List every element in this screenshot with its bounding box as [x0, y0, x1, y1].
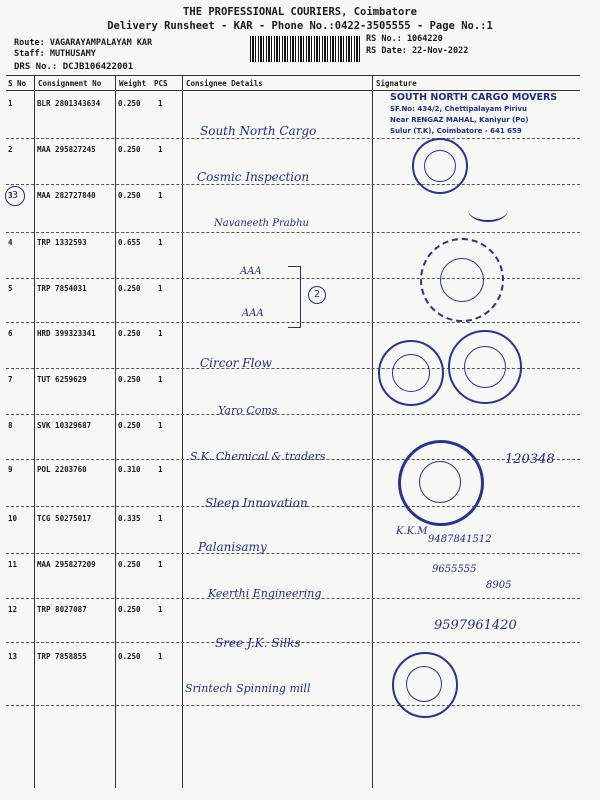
cell-weight: 0.250 — [118, 284, 141, 293]
cell-consignment: MAA 295827245 — [37, 145, 96, 154]
row-divider — [6, 414, 580, 415]
cell-consignment: TRP 1332593 — [37, 238, 87, 247]
stamp-address-line: Sulur (T.K), Coimbatore - 641 659 — [390, 127, 522, 135]
handwritten-phone-extra: 8905 — [486, 580, 512, 591]
cell-sno: 3 — [8, 191, 13, 200]
row-divider — [6, 138, 580, 139]
cell-weight: 0.250 — [118, 99, 141, 108]
handwritten-consignee: Sree J.K. Silks — [215, 636, 301, 650]
cell-consignment: TRP 7858855 — [37, 652, 87, 661]
cell-pcs: 1 — [158, 99, 163, 108]
cell-weight: 0.250 — [118, 421, 141, 430]
cell-weight: 0.250 — [118, 605, 141, 614]
table-top-border — [6, 75, 580, 76]
cell-pcs: 1 — [158, 375, 163, 384]
col-pcs: PCS — [154, 79, 168, 88]
cell-sno: 2 — [8, 145, 13, 154]
handwritten-phone: 9597961420 — [434, 618, 517, 633]
handwritten-consignee: S.K. Chemical & traders — [190, 450, 326, 463]
round-seal — [378, 340, 444, 406]
stamp-company-name: SOUTH NORTH CARGO MOVERS — [390, 92, 558, 103]
cell-consignment: SVK 10329687 — [37, 421, 92, 430]
cell-weight: 0.250 — [118, 652, 141, 661]
col-divider — [34, 76, 35, 788]
round-seal — [392, 652, 458, 718]
cell-weight: 0.655 — [118, 238, 141, 247]
round-seal — [448, 330, 522, 404]
cell-sno: 1 — [8, 99, 13, 108]
cell-weight: 0.250 — [118, 191, 141, 200]
round-seal — [412, 138, 468, 194]
handwritten-phone: 120348 — [505, 452, 555, 467]
cell-consignment: MAA 295827209 — [37, 560, 96, 569]
col-divider — [115, 76, 116, 788]
cell-consignment: TCG 50275017 — [37, 514, 92, 523]
cell-consignment: BLR 2801343634 — [37, 99, 101, 108]
handwritten-phone: 9487841512 — [428, 534, 492, 545]
handwritten-consignee: Keerthi Engineering — [208, 587, 322, 600]
cell-sno: 10 — [8, 514, 18, 523]
bracket-mark — [288, 266, 301, 328]
col-consignment: Consignment No — [38, 79, 102, 88]
margin-circled-number: 3 — [5, 186, 25, 206]
cell-consignment: POL 2203760 — [37, 465, 87, 474]
cell-sno: 6 — [8, 329, 13, 338]
cell-pcs: 1 — [158, 191, 163, 200]
cell-sno: 13 — [8, 652, 18, 661]
barcode — [250, 36, 360, 62]
col-signature: Signature — [376, 79, 417, 88]
table-header-border — [6, 90, 580, 91]
drs-number: DRS No.: DCJB106422001 — [14, 62, 134, 72]
cell-weight: 0.335 — [118, 514, 141, 523]
col-divider — [372, 76, 373, 788]
handwritten-phone: 9655555 — [432, 564, 477, 575]
cell-sno: 9 — [8, 465, 13, 474]
company-title: THE PROFESSIONAL COURIERS, Coimbatore — [183, 6, 417, 18]
cell-weight: 0.310 — [118, 465, 141, 474]
cell-weight: 0.250 — [118, 329, 141, 338]
cell-sno: 8 — [8, 421, 13, 430]
route-label: Route: VAGARAYAMPALAYAM KAR — [14, 38, 153, 48]
col-sno: S No — [8, 79, 27, 88]
table-header — [6, 78, 580, 90]
round-seal — [398, 440, 484, 526]
runsheet-title: Delivery Runsheet - KAR - Phone No.:0422-3505555 - Page No.:1 — [107, 20, 493, 32]
cell-pcs: 1 — [158, 560, 163, 569]
cell-pcs: 1 — [158, 145, 163, 154]
cell-pcs: 1 — [158, 605, 163, 614]
col-consignee: Consignee Details — [186, 79, 263, 88]
stamp-address-line: Near RENGAZ MAHAL, Kaniyur (Po) — [390, 116, 529, 124]
stamp-address-line: SF.No: 434/2, Chettipalayam Pirivu — [390, 105, 528, 113]
cell-consignment: HRD 399323341 — [37, 329, 96, 338]
cell-sno: 5 — [8, 284, 13, 293]
cell-weight: 0.250 — [118, 145, 141, 154]
handwritten-consignee: Palanisamy — [198, 540, 267, 554]
handwritten-consignee: AAA — [242, 308, 264, 319]
cell-pcs: 1 — [158, 465, 163, 474]
signature-scribble — [468, 198, 508, 222]
col-divider — [182, 76, 183, 788]
handwritten-consignee: Srintech Spinning mill — [185, 682, 311, 695]
cell-consignment: TRP 7854031 — [37, 284, 87, 293]
handwritten-consignee: Yaro Coms — [218, 404, 278, 417]
round-seal — [420, 238, 504, 322]
staff-label: Staff: MUTHUSAMY — [14, 49, 96, 59]
cell-pcs: 1 — [158, 652, 163, 661]
col-weight: Weight — [119, 79, 147, 88]
handwritten-consignee: Navaneeth Prabhu — [214, 218, 309, 229]
row-divider — [6, 705, 580, 706]
cell-consignment: MAA 282727840 — [37, 191, 96, 200]
handwritten-consignee: Circor Flow — [200, 356, 272, 370]
cell-consignment: TUT 6259629 — [37, 375, 87, 384]
cell-sno: 4 — [8, 238, 13, 247]
handwritten-consignee: South North Cargo — [200, 124, 317, 138]
cell-pcs: 1 — [158, 514, 163, 523]
circled-number: 2 — [308, 286, 326, 304]
cell-pcs: 1 — [158, 238, 163, 247]
cell-weight: 0.250 — [118, 560, 141, 569]
row-divider — [6, 232, 580, 233]
cell-pcs: 1 — [158, 284, 163, 293]
cell-pcs: 1 — [158, 329, 163, 338]
handwritten-consignee: Sleep Innovation — [205, 496, 308, 510]
cell-sno: 11 — [8, 560, 18, 569]
cell-sno: 7 — [8, 375, 13, 384]
rs-number: RS No.: 1064220 — [366, 34, 443, 44]
cell-sno: 12 — [8, 605, 18, 614]
rs-date: RS Date: 22-Nov-2022 — [366, 46, 469, 56]
handwritten-consignee: AAA — [240, 266, 262, 277]
row-divider — [6, 553, 580, 554]
row-divider — [6, 184, 580, 185]
handwritten-note: K.K.M — [396, 526, 428, 537]
cell-weight: 0.250 — [118, 375, 141, 384]
cell-pcs: 1 — [158, 421, 163, 430]
handwritten-consignee: Cosmic Inspection — [197, 170, 310, 184]
cell-consignment: TRP 8027087 — [37, 605, 87, 614]
